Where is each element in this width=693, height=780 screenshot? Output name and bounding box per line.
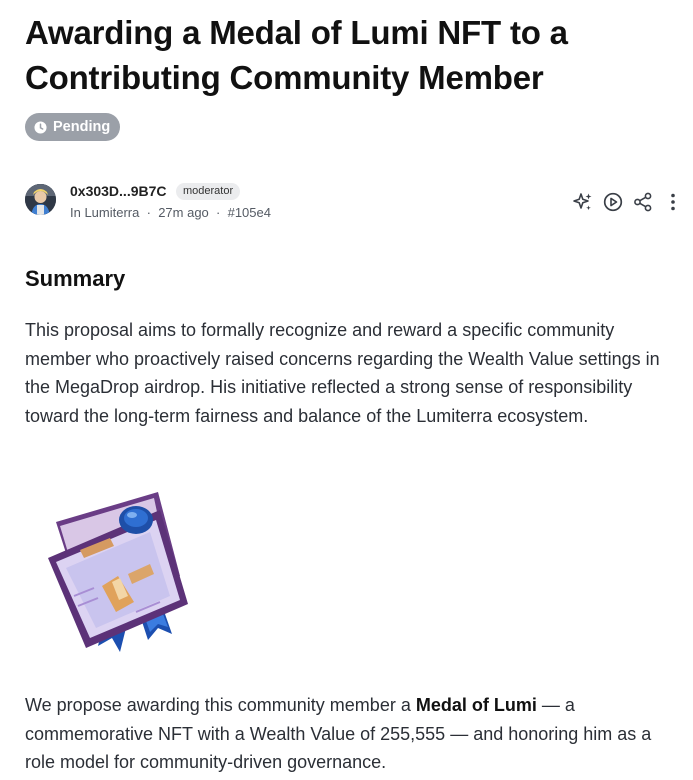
author-row xyxy=(25,183,685,223)
status-badge xyxy=(25,113,120,141)
avatar[interactable] xyxy=(25,184,56,215)
more-icon xyxy=(666,191,680,213)
more-options-button[interactable] xyxy=(661,190,685,214)
author-name[interactable]: 0x303D...9B7C xyxy=(70,183,167,199)
role-badge: moderator xyxy=(176,183,240,200)
proposal-text-suffix: — a commemorative NFT with a Wealth Value of 255,555 — and honoring him as a role model for community-driven governance. xyxy=(25,695,652,772)
sparkle-icon xyxy=(572,191,594,213)
summary-paragraph: This proposal aims to formally recognize and reward a specific community member who proactively raised concerns regarding the Wealth Value settings in the MegaDrop airdrop. His initiative reflected a strong sense of responsibility toward the long-term fairness and balance of the Lumiterra ecosystem. xyxy=(25,320,660,426)
action-bar xyxy=(571,190,685,214)
medal-of-lumi-image xyxy=(40,484,200,660)
proposal-id[interactable]: #105e4 xyxy=(227,205,271,220)
share-icon xyxy=(632,191,654,213)
play-audio-button[interactable] xyxy=(601,190,625,214)
share-button[interactable] xyxy=(631,190,655,214)
meta-separator: · xyxy=(143,205,155,220)
play-icon xyxy=(602,191,624,213)
proposal-paragraph xyxy=(25,691,675,777)
meta-separator: · xyxy=(212,205,224,220)
medal-name: Medal of Lumi xyxy=(415,695,537,715)
status-label: Pending xyxy=(53,119,111,135)
meta-line xyxy=(70,205,271,220)
summary-heading: Summary xyxy=(25,266,126,291)
proposal-title: Awarding a Medal of Lumi NFT to a Contributing Community Member xyxy=(25,14,568,96)
community-link[interactable]: In Lumiterra xyxy=(70,205,140,220)
clock-icon xyxy=(34,121,47,134)
ai-summary-button[interactable] xyxy=(571,190,595,214)
post-time: 27m ago xyxy=(158,205,209,220)
proposal-text-prefix: We propose awarding this community member a xyxy=(25,695,416,715)
